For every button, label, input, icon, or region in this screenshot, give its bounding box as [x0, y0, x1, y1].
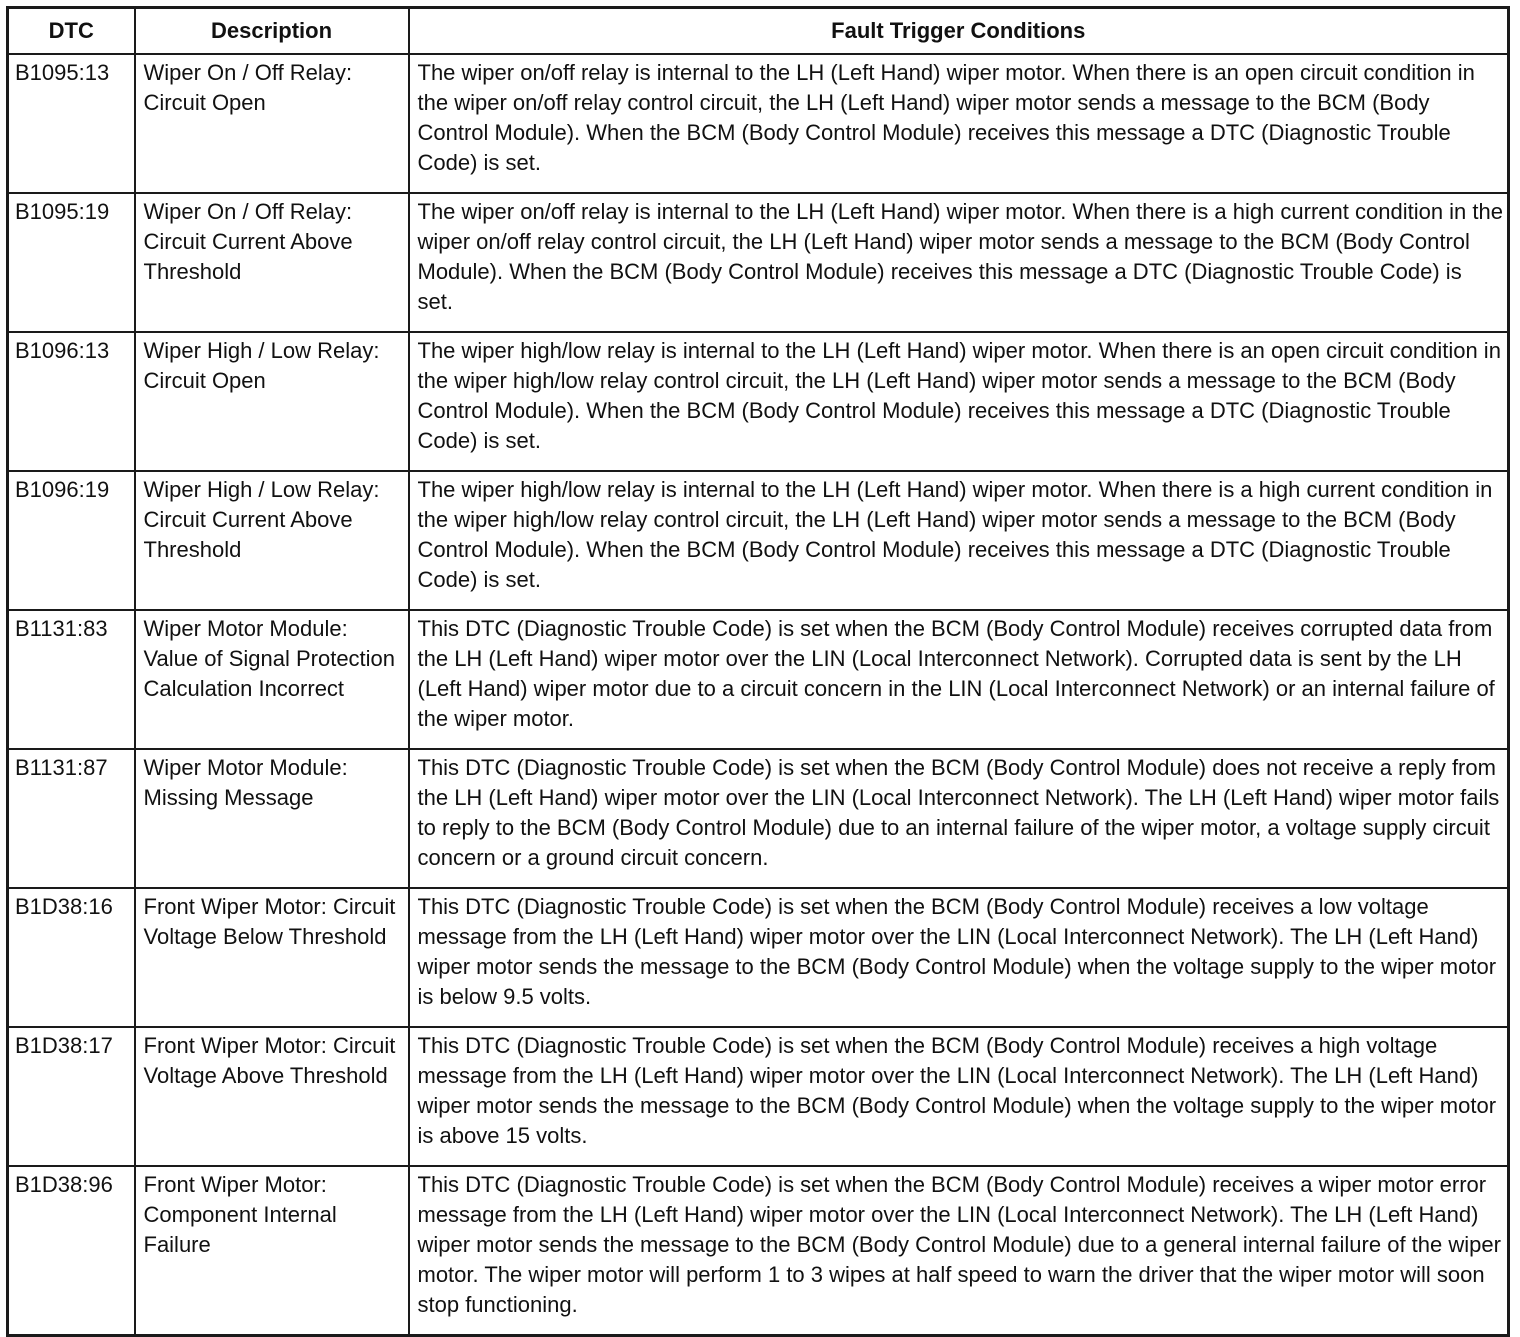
dtc-description: Wiper On / Off Relay: Circuit Current Above Threshold	[135, 193, 409, 332]
fault-trigger-conditions: The wiper high/low relay is internal to the LH (Left Hand) wiper motor. When there is an open circuit condition in the wiper high/low relay control circuit, the LH (Left Hand) wiper motor sends a message to the BCM (Body Control Module). When the BCM (Body Control Module) receives this message a DTC (Diagnostic Trouble Code) is set.	[409, 332, 1509, 471]
dtc-code: B1131:87	[8, 749, 135, 888]
dtc-description: Front Wiper Motor: Circuit Voltage Below Threshold	[135, 888, 409, 1027]
table-header	[8, 8, 1509, 55]
dtc-description: Wiper Motor Module: Value of Signal Protection Calculation Incorrect	[135, 610, 409, 749]
fault-trigger-conditions: This DTC (Diagnostic Trouble Code) is set when the BCM (Body Control Module) receives corrupted data from the LH (Left Hand) wiper motor over the LIN (Local Interconnect Network). Corrupted data is sent by the LH (Left Hand) wiper motor due to a circuit concern in the LIN (Local Interconnect Network) or an internal failure of the wiper motor.	[409, 610, 1509, 749]
fault-trigger-conditions: This DTC (Diagnostic Trouble Code) is set when the BCM (Body Control Module) receives a low voltage message from the LH (Left Hand) wiper motor over the LIN (Local Interconnect Network). The LH (Left Hand) wiper motor sends the message to the BCM (Body Control Module) when the voltage supply to the wiper motor is below 9.5 volts.	[409, 888, 1509, 1027]
header-row	[8, 8, 1509, 55]
dtc-description: Front Wiper Motor: Circuit Voltage Above Threshold	[135, 1027, 409, 1166]
header-description: Description	[135, 8, 409, 55]
fault-trigger-conditions: This DTC (Diagnostic Trouble Code) is set when the BCM (Body Control Module) receives a wiper motor error message from the LH (Left Hand) wiper motor over the LIN (Local Interconnect Network). The LH (Left Hand) wiper motor sends the message to the BCM (Body Control Module) due to a general internal failure of the wiper motor. The wiper motor will perform 1 to 3 wipes at half speed to warn the driver that the wiper motor will soon stop functioning.	[409, 1166, 1509, 1336]
dtc-description: Wiper Motor Module: Missing Message	[135, 749, 409, 888]
header-dtc: DTC	[8, 8, 135, 55]
table-row	[8, 888, 1509, 1027]
table-row	[8, 610, 1509, 749]
table-body	[8, 54, 1509, 1336]
fault-trigger-conditions: The wiper on/off relay is internal to the LH (Left Hand) wiper motor. When there is an open circuit condition in the wiper on/off relay control circuit, the LH (Left Hand) wiper motor sends a message to the BCM (Body Control Module). When the BCM (Body Control Module) receives this message a DTC (Diagnostic Trouble Code) is set.	[409, 54, 1509, 193]
fault-trigger-conditions: The wiper on/off relay is internal to the LH (Left Hand) wiper motor. When there is a high current condition in the wiper on/off relay control circuit, the LH (Left Hand) wiper motor sends a message to the BCM (Body Control Module). When the BCM (Body Control Module) receives this message a DTC (Diagnostic Trouble Code) is set.	[409, 193, 1509, 332]
dtc-description: Wiper On / Off Relay: Circuit Open	[135, 54, 409, 193]
table-row	[8, 1166, 1509, 1336]
fault-trigger-conditions: The wiper high/low relay is internal to the LH (Left Hand) wiper motor. When there is a high current condition in the wiper high/low relay control circuit, the LH (Left Hand) wiper motor sends a message to the BCM (Body Control Module). When the BCM (Body Control Module) receives this message a DTC (Diagnostic Trouble Code) is set.	[409, 471, 1509, 610]
fault-trigger-conditions: This DTC (Diagnostic Trouble Code) is set when the BCM (Body Control Module) does not receive a reply from the LH (Left Hand) wiper motor over the LIN (Local Interconnect Network). The LH (Left Hand) wiper motor fails to reply to the BCM (Body Control Module) due to an internal failure of the wiper motor, a voltage supply circuit concern or a ground circuit concern.	[409, 749, 1509, 888]
table-row	[8, 1027, 1509, 1166]
dtc-code: B1096:19	[8, 471, 135, 610]
fault-trigger-conditions: This DTC (Diagnostic Trouble Code) is set when the BCM (Body Control Module) receives a high voltage message from the LH (Left Hand) wiper motor over the LIN (Local Interconnect Network). The LH (Left Hand) wiper motor sends the message to the BCM (Body Control Module) when the voltage supply to the wiper motor is above 15 volts.	[409, 1027, 1509, 1166]
dtc-description: Wiper High / Low Relay: Circuit Current Above Threshold	[135, 471, 409, 610]
dtc-code: B1095:13	[8, 54, 135, 193]
dtc-description: Front Wiper Motor: Component Internal Failure	[135, 1166, 409, 1336]
table-row	[8, 749, 1509, 888]
dtc-code: B1D38:17	[8, 1027, 135, 1166]
header-conditions: Fault Trigger Conditions	[409, 8, 1509, 55]
dtc-description: Wiper High / Low Relay: Circuit Open	[135, 332, 409, 471]
table-row	[8, 54, 1509, 193]
dtc-code: B1095:19	[8, 193, 135, 332]
dtc-code: B1D38:96	[8, 1166, 135, 1336]
table-row	[8, 332, 1509, 471]
table-row	[8, 471, 1509, 610]
dtc-code: B1131:83	[8, 610, 135, 749]
dtc-code: B1096:13	[8, 332, 135, 471]
dtc-code: B1D38:16	[8, 888, 135, 1027]
dtc-table	[6, 6, 1510, 1337]
table-row	[8, 193, 1509, 332]
